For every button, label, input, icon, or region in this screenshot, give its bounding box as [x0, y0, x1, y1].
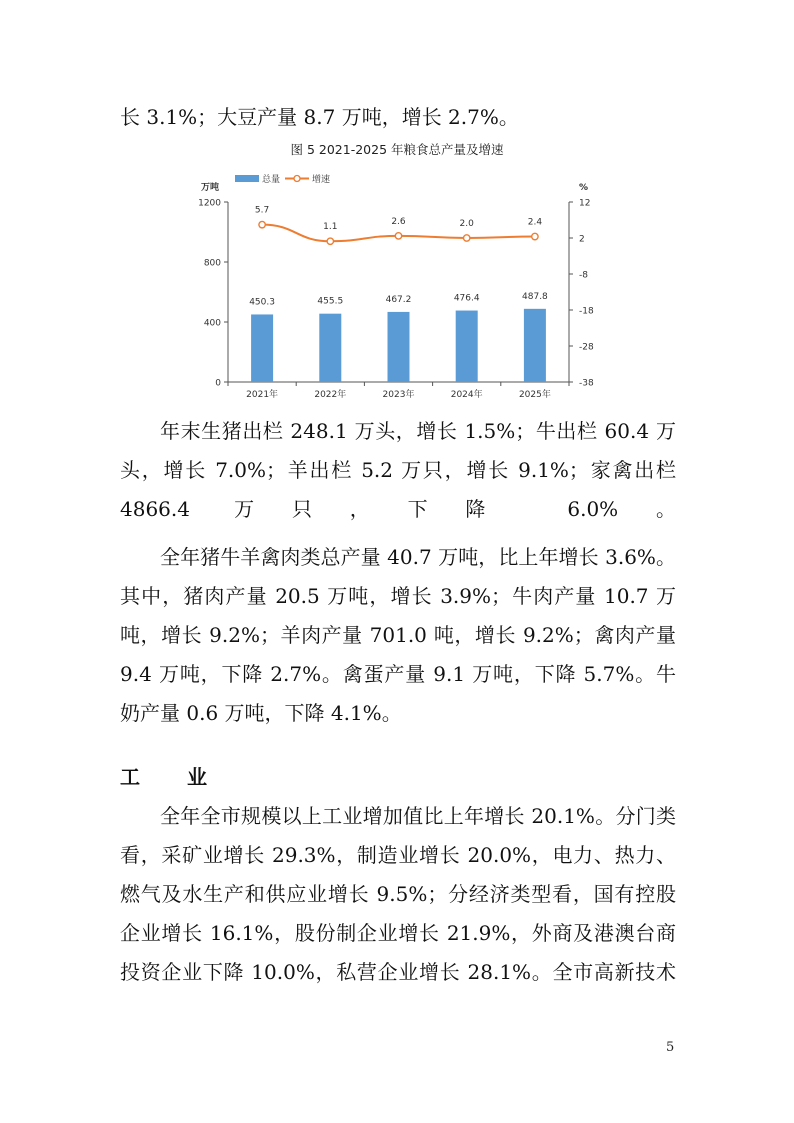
legend-label-total-output: 总量 [262, 175, 281, 185]
bar-total-output [251, 314, 273, 382]
legend-swatch-total-output [235, 175, 259, 182]
growth-rate-point [327, 238, 333, 244]
paragraph-0: 长 3.1%；大豆产量 8.7 万吨，增长 2.7%。 [120, 105, 519, 129]
left-tick-label: 1200 [198, 198, 221, 209]
x-tick-label: 2021年 [246, 390, 279, 400]
left-axis-unit-label: 万吨 [201, 183, 220, 193]
grain-output-chart [185, 166, 605, 402]
bar-total-output [388, 312, 410, 382]
bar-total-output [524, 309, 546, 382]
growth-rate-data-label: 1.1 [323, 222, 338, 233]
legend-label-growth-rate: 增速 [312, 175, 331, 185]
bar-total-output [319, 314, 341, 382]
paragraph-industry: 全年全市规模以上工业增加值比上年增长 20.1%。分门类看，采矿业增长 29.3%，制造业增长 20.0%，电力、热力、燃气及水生产和供应业增长 9.5%；分经济类型看，国有控股企业增长 16.1%，股份制企业增长 21.9%，外商及港澳台商投资企业下降 10.0%，私营企业增长 28.1%。全市高新技术 [120, 804, 676, 984]
right-tick-label: -8 [579, 270, 588, 281]
right-tick-label: -38 [579, 378, 594, 389]
right-tick-label: 12 [579, 198, 591, 209]
legend-marker-growth-rate [294, 176, 300, 182]
page-number: 5 [666, 1040, 675, 1055]
bar-data-label: 455.5 [317, 296, 344, 307]
growth-rate-point [464, 235, 470, 241]
bar-total-output [456, 311, 478, 382]
right-tick-label: -18 [579, 306, 594, 317]
right-axis-unit-label: % [579, 183, 589, 193]
growth-rate-data-label: 2.0 [459, 219, 474, 229]
bar-data-label: 476.4 [453, 293, 480, 304]
x-tick-label: 2023年 [382, 390, 415, 400]
right-tick-label: 2 [579, 234, 585, 245]
x-tick-label: 2024年 [450, 390, 483, 400]
growth-rate-data-label: 2.4 [527, 217, 543, 228]
x-tick-label: 2022年 [314, 390, 347, 400]
paragraph-livestock: 年末生猪出栏 248.1 万头，增长 1.5%；牛出栏 60.4 万头，增长 7.0%；羊出栏 5.2 万只，增长 9.1%；家禽出栏 4866.4 万只，下降 6.0%。 [120, 419, 676, 521]
bar-data-label: 450.3 [249, 297, 275, 308]
left-tick-label: 800 [203, 258, 221, 269]
left-tick-label: 0 [215, 378, 221, 389]
left-tick-label: 400 [203, 318, 221, 329]
growth-rate-point [532, 233, 538, 239]
bar-data-label: 487.8 [522, 291, 548, 302]
paragraph-meat-production: 全年猪牛羊禽肉类总产量 40.7 万吨，比上年增长 3.6%。其中，猪肉产量 20.5 万吨，增长 3.9%；牛肉产量 10.7 万吨，增长 9.2%；羊肉产量 701.0 吨，增长 9.2%；禽肉产量 9.4 万吨，下降 2.7%。禽蛋产量 9.1 万吨，下降 5.7%。牛奶产量 0.6 万吨，下降 4.1%。 [120, 545, 676, 725]
x-tick-label: 2025年 [518, 390, 551, 400]
growth-rate-point [395, 233, 401, 239]
right-tick-label: -28 [579, 342, 594, 353]
growth-rate-data-label: 2.6 [391, 216, 406, 227]
section-heading-industry: 工 业 [120, 765, 227, 789]
growth-rate-data-label: 5.7 [254, 205, 270, 216]
chart-title: 图 5 2021-2025 年粮食总产量及增速 [290, 142, 504, 157]
growth-rate-point [259, 221, 265, 227]
bar-data-label: 467.2 [385, 294, 412, 305]
